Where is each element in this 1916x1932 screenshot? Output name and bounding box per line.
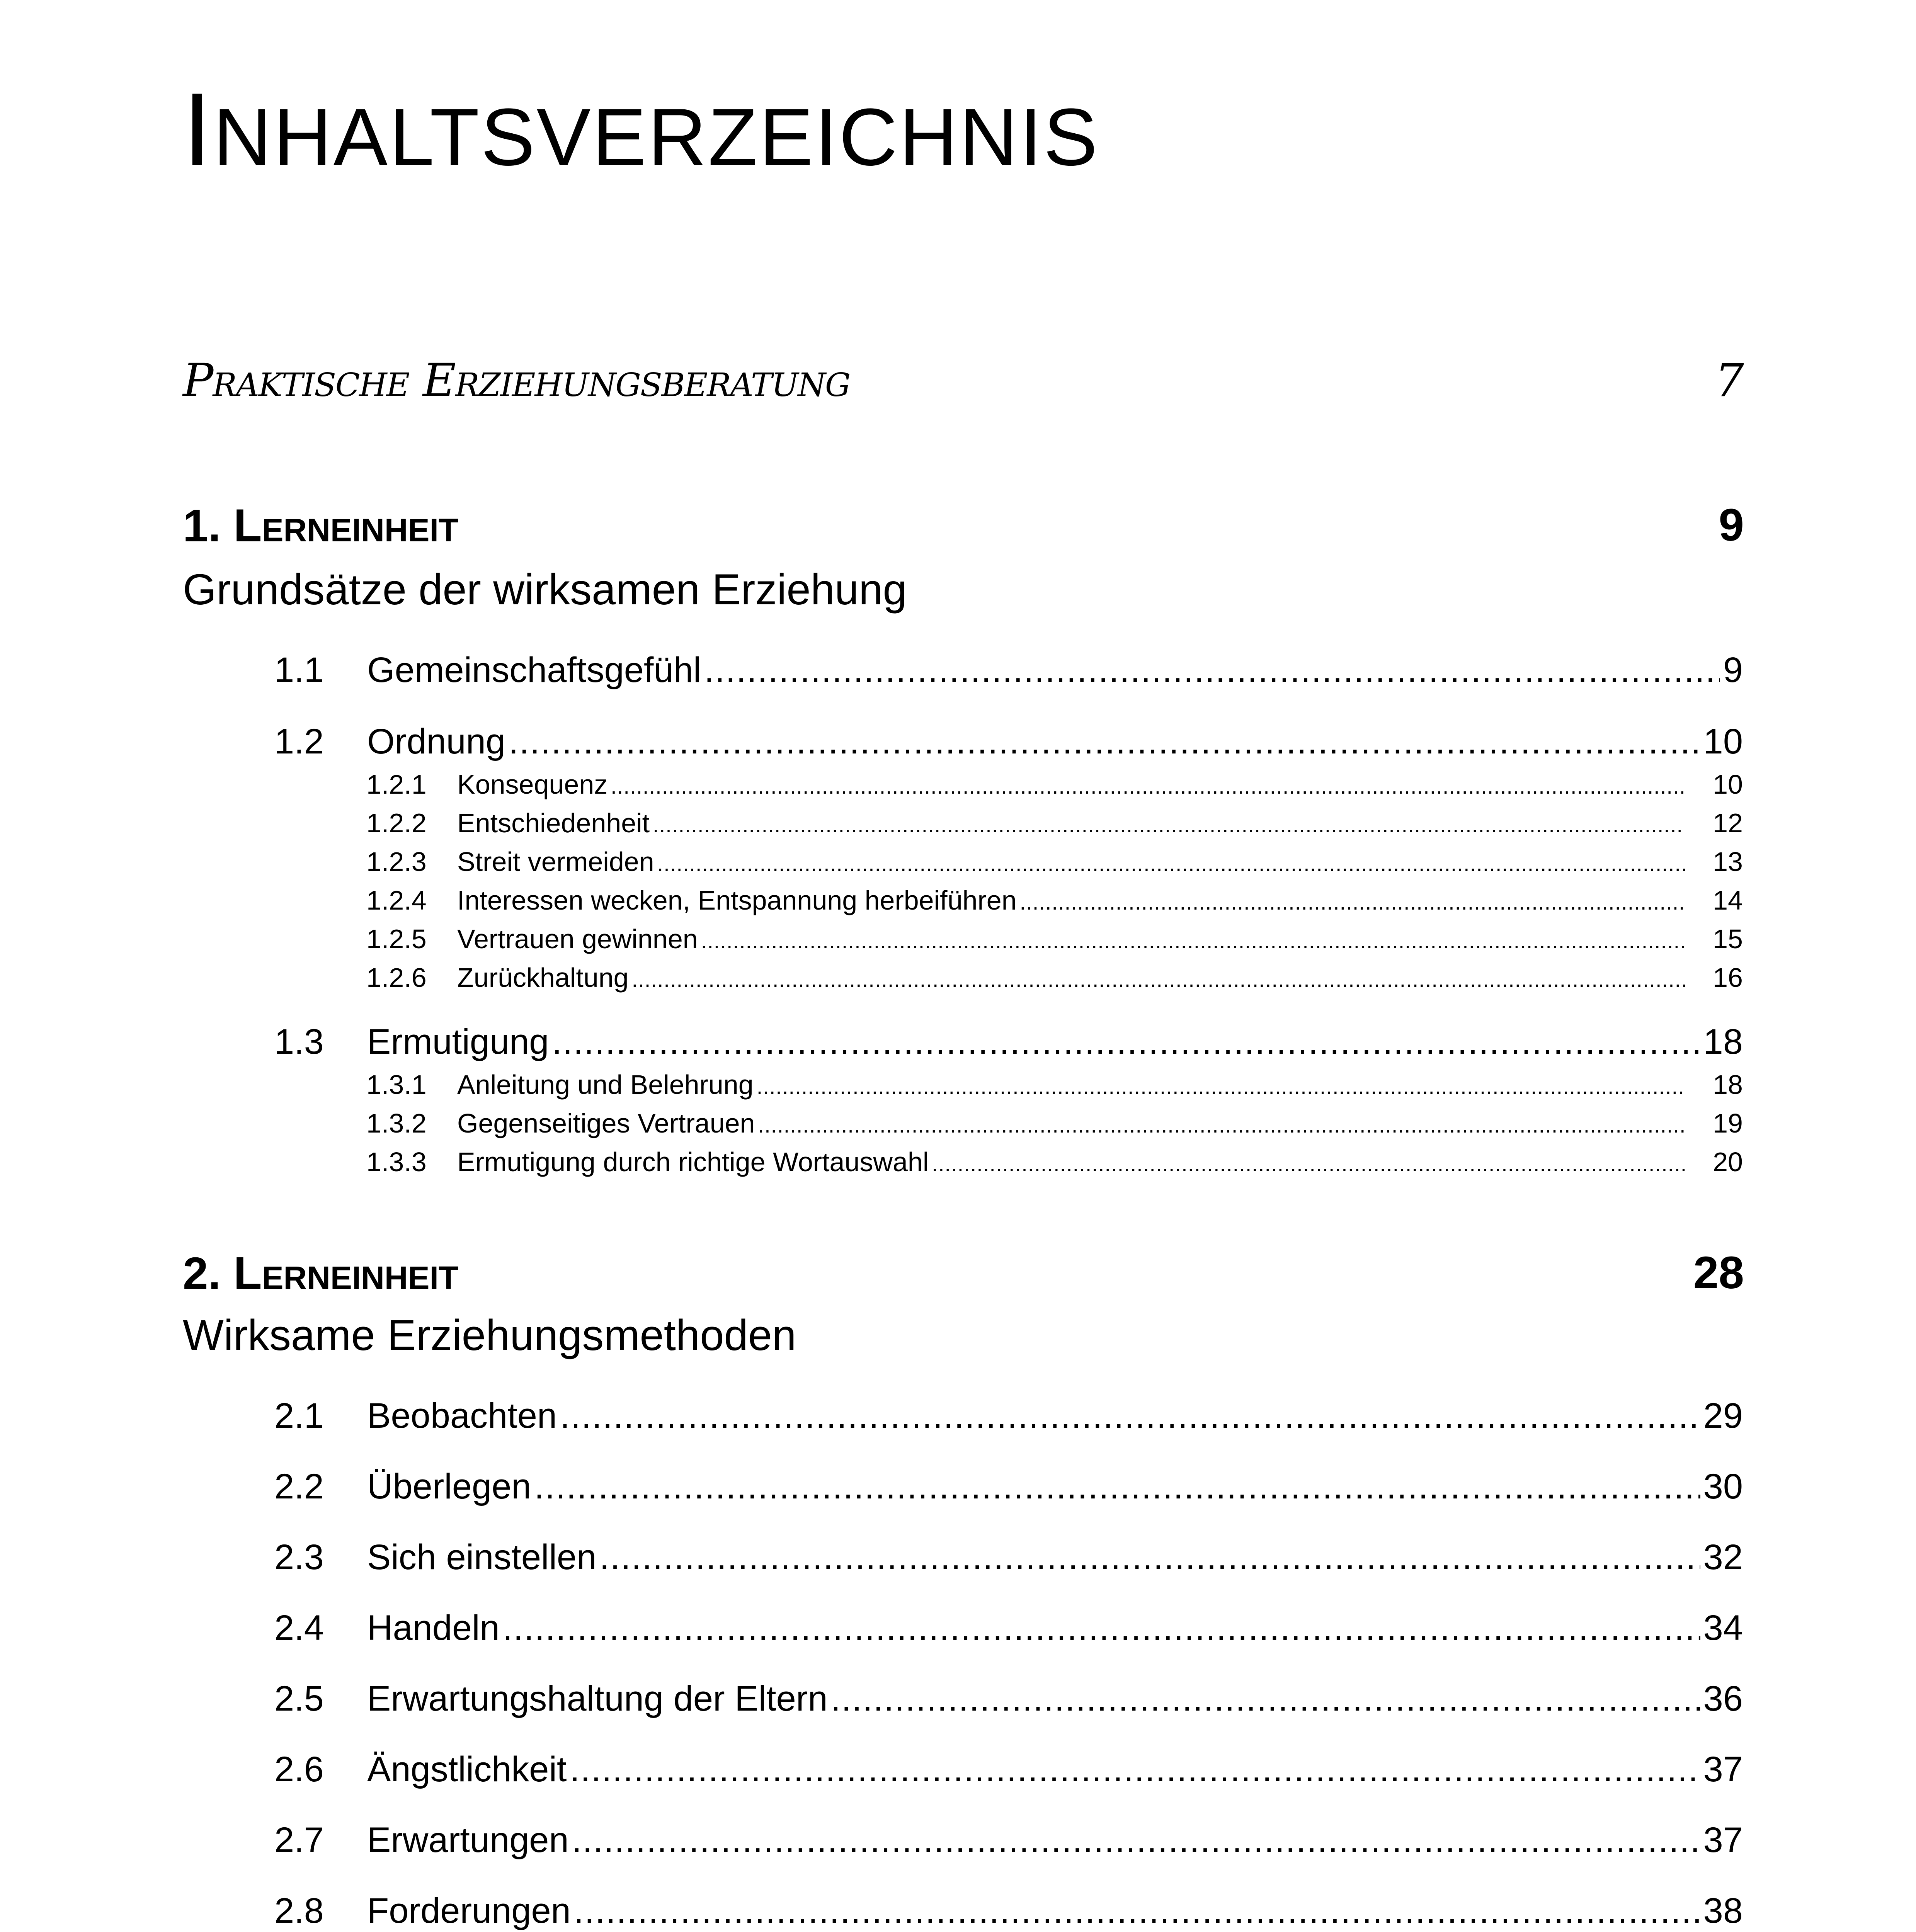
- dot-leader: [757, 1076, 1685, 1097]
- dot-leader: [932, 1153, 1685, 1175]
- toc-entry-1-1[interactable]: 1.1 Gemeinschaftsgefühl ..... 9: [274, 652, 1743, 699]
- toc-entry-2-5[interactable]: 2.5 Erwartungshaltung der Eltern ..... 36: [274, 1681, 1743, 1727]
- toc-entry-2-6[interactable]: 2.6 Ängstlichkeit ..... 37: [274, 1752, 1743, 1798]
- dot-leader: [632, 969, 1685, 990]
- toc-entry-2-4[interactable]: 2.4 Handeln ..... 34: [274, 1610, 1743, 1656]
- toc-intro-entry[interactable]: [183, 354, 1744, 419]
- toc-entry-1-2-4[interactable]: 1.2.4 Interessen wecken, Entspannung herbeiführen ..... 14: [366, 887, 1743, 918]
- unit-1-subtitle: Grundsätze der wirksamen Erziehung: [183, 565, 907, 614]
- toc-entry-2-1[interactable]: 2.1 Beobachten ..... 29: [274, 1398, 1743, 1444]
- dot-leader: [574, 1893, 1700, 1929]
- toc-entry-1-3-1[interactable]: 1.3.1 Anleitung und Belehrung ..... 18: [366, 1071, 1743, 1102]
- toc-entry-2-2[interactable]: 2.2 Überlegen ..... 30: [274, 1469, 1743, 1515]
- dot-leader: [503, 1610, 1700, 1646]
- toc-entry-1-3-2[interactable]: 1.3.2 Gegenseitiges Vertrauen ..... 19: [366, 1110, 1743, 1141]
- unit-2-subtitle: Wirksame Erziehungsmethoden: [183, 1311, 796, 1359]
- unit-1-label: 1. Lerneinheit: [183, 500, 459, 551]
- dot-leader: [572, 1822, 1700, 1858]
- dot-leader: [560, 1398, 1700, 1434]
- toc-entry-2-7[interactable]: 2.7 Erwartungen ..... 37: [274, 1822, 1743, 1869]
- dot-leader: [1020, 891, 1685, 913]
- dot-leader: [758, 1114, 1685, 1136]
- dot-leader: [657, 853, 1685, 874]
- toc-entry-1-2-5[interactable]: 1.2.5 Vertrauen gewinnen ..... 15: [366, 925, 1743, 956]
- dot-leader: [534, 1469, 1700, 1504]
- toc-entry-1-3[interactable]: 1.3 Ermutigung ..... 18: [274, 1024, 1743, 1070]
- dot-leader: [599, 1539, 1700, 1575]
- toc-entry-2-3[interactable]: 2.3 Sich einstellen ..... 32: [274, 1539, 1743, 1586]
- intro-page-number: 7: [1715, 354, 1744, 407]
- page-title: INHALTSVERZEICHNIS: [183, 71, 1099, 187]
- dot-leader: [701, 930, 1685, 952]
- toc-entry-1-2-2[interactable]: 1.2.2 Entschiedenheit ..... 12: [366, 810, 1743, 840]
- dot-leader: [611, 776, 1685, 797]
- toc-entry-2-8[interactable]: 2.8 Forderungen ..... 38: [274, 1893, 1743, 1932]
- toc-entry-1-3-3[interactable]: 1.3.3 Ermutigung durch richtige Wortauswahl ..... 20: [366, 1148, 1743, 1179]
- intro-title: Praktische Erziehungsberatung: [183, 354, 850, 407]
- dot-leader: [552, 1024, 1700, 1060]
- toc-entry-1-2[interactable]: 1.2 Ordnung ..... 10: [274, 724, 1743, 770]
- dot-leader: [704, 652, 1720, 688]
- unit-1-heading[interactable]: [183, 502, 1744, 564]
- toc-entry-1-2-6[interactable]: 1.2.6 Zurückhaltung ..... 16: [366, 964, 1743, 995]
- toc-entry-1-2-3[interactable]: 1.2.3 Streit vermeiden ..... 13: [366, 848, 1743, 879]
- unit-2-page-number: 28: [1693, 1247, 1744, 1298]
- dot-leader: [570, 1752, 1700, 1787]
- dot-leader: [509, 724, 1700, 759]
- unit-1-page-number: 9: [1719, 500, 1744, 551]
- dot-leader: [653, 814, 1685, 836]
- toc-entry-1-2-1[interactable]: 1.2.1 Konsequenz ..... 10: [366, 771, 1743, 802]
- unit-2-label: 2. Lerneinheit: [183, 1247, 459, 1299]
- dot-leader: [831, 1681, 1700, 1716]
- unit-2-heading[interactable]: [183, 1247, 1744, 1312]
